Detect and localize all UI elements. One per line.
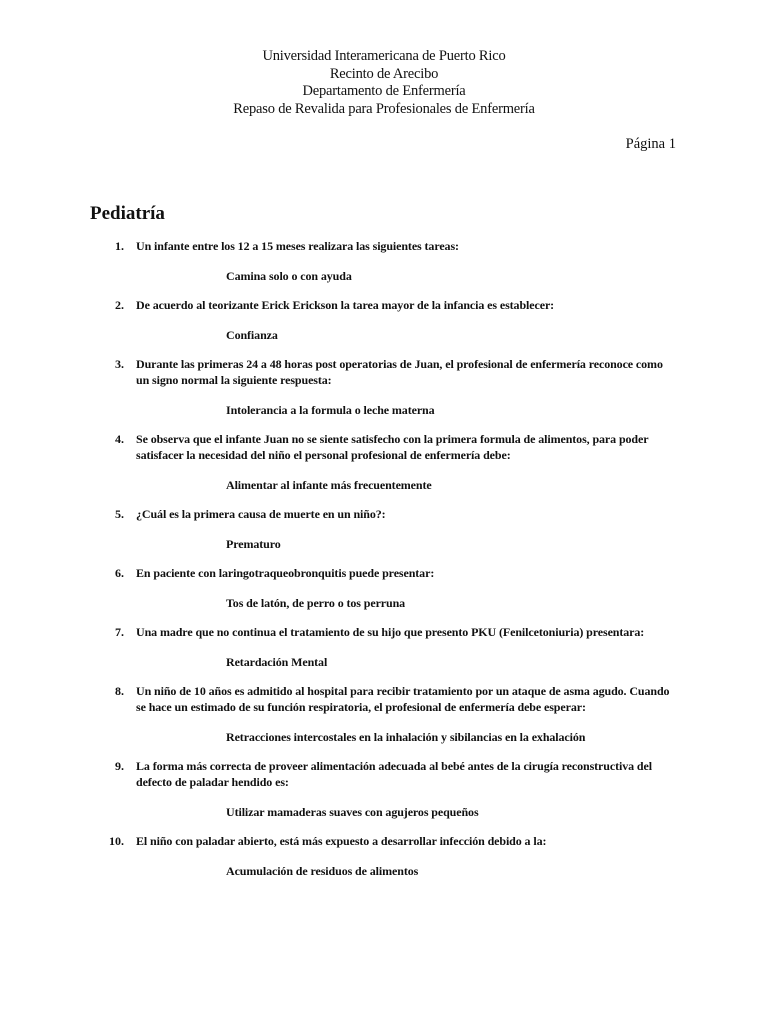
answer-text: Prematuro <box>226 537 281 551</box>
question-item <box>0 431 768 493</box>
question-number: 5. <box>115 507 124 521</box>
answer-text: Camina solo o con ayuda <box>226 269 352 283</box>
answer-text: Retracciones intercostales en la inhalación y sibilancias en la exhalación <box>226 730 586 744</box>
question-text: Un infante entre los 12 a 15 meses realizara las siguientes tareas: <box>136 239 459 253</box>
header-campus: Recinto de Arecibo <box>329 65 439 82</box>
answer-text: Acumulación de residuos de alimentos <box>226 864 419 878</box>
question-item <box>0 238 768 284</box>
question-number: 7. <box>115 625 124 639</box>
answer-text: Confianza <box>226 328 278 342</box>
question-item <box>0 565 768 611</box>
question-text: De acuerdo al teorizante Erick Erickson la tarea mayor de la infancia es establecer: <box>136 298 555 312</box>
answer-text: Alimentar al infante más frecuentemente <box>226 478 432 492</box>
question-item <box>0 683 768 745</box>
question-number: 9. <box>115 759 124 773</box>
question-text: ¿Cuál es la primera causa de muerte en un niño?: <box>136 507 386 521</box>
question-number: 1. <box>115 239 124 253</box>
question-number: 10. <box>109 834 124 848</box>
question-item <box>0 506 768 552</box>
question-number: 6. <box>115 566 124 580</box>
header-department: Departamento de Enfermería <box>302 83 466 99</box>
answer-text: Retardación Mental <box>226 655 328 669</box>
question-list <box>0 238 768 892</box>
question-text: Una madre que no continua el tratamiento de su hijo que presento PKU (Fenilcetoniuria) presentara: <box>136 625 645 639</box>
question-number: 8. <box>115 684 124 698</box>
question-number: 4. <box>115 432 124 446</box>
question-number: 3. <box>115 357 124 371</box>
page-number: Página 1 <box>625 136 676 152</box>
question-item <box>0 833 768 879</box>
header-course-title: Repaso de Revalida para Profesionales de Enfermería <box>233 100 535 117</box>
answer-text: Tos de latón, de perro o tos perruna <box>226 596 406 610</box>
question-text: Un niño de 10 años es admitido al hospital para recibir tratamiento por un ataque de asma agudo. Cuando se hace un estimado de su función respiratoria, el profesional de enfermería debe esperar: <box>136 684 670 714</box>
header-university: Universidad Interamericana de Puerto Rico <box>262 48 506 64</box>
question-item <box>0 356 768 418</box>
section-title: Pediatría <box>90 203 165 224</box>
question-text: Durante las primeras 24 a 48 horas post operatorias de Juan, el profesional de enfermería reconoce como un signo normal la siguiente respuesta: <box>136 357 663 387</box>
question-item <box>0 758 768 820</box>
answer-text: Utilizar mamaderas suaves con agujeros pequeños <box>226 805 479 819</box>
question-text: En paciente con laringotraqueobronquitis puede presentar: <box>136 566 435 580</box>
question-text: Se observa que el infante Juan no se siente satisfecho con la primera formula de alimentos, para poder satisfacer la necesidad del niño el personal profesional de enfermería debe: <box>136 432 649 462</box>
question-text: La forma más correcta de proveer alimentación adecuada al bebé antes de la cirugía reconstructiva del defecto de paladar hendido es: <box>136 759 652 789</box>
question-number: 2. <box>115 298 124 312</box>
question-text: El niño con paladar abierto, está más expuesto a desarrollar infección debido a la: <box>136 834 547 848</box>
question-item <box>0 624 768 670</box>
document-header <box>0 48 768 118</box>
question-item <box>0 297 768 343</box>
answer-text: Intolerancia a la formula o leche materna <box>226 403 435 417</box>
